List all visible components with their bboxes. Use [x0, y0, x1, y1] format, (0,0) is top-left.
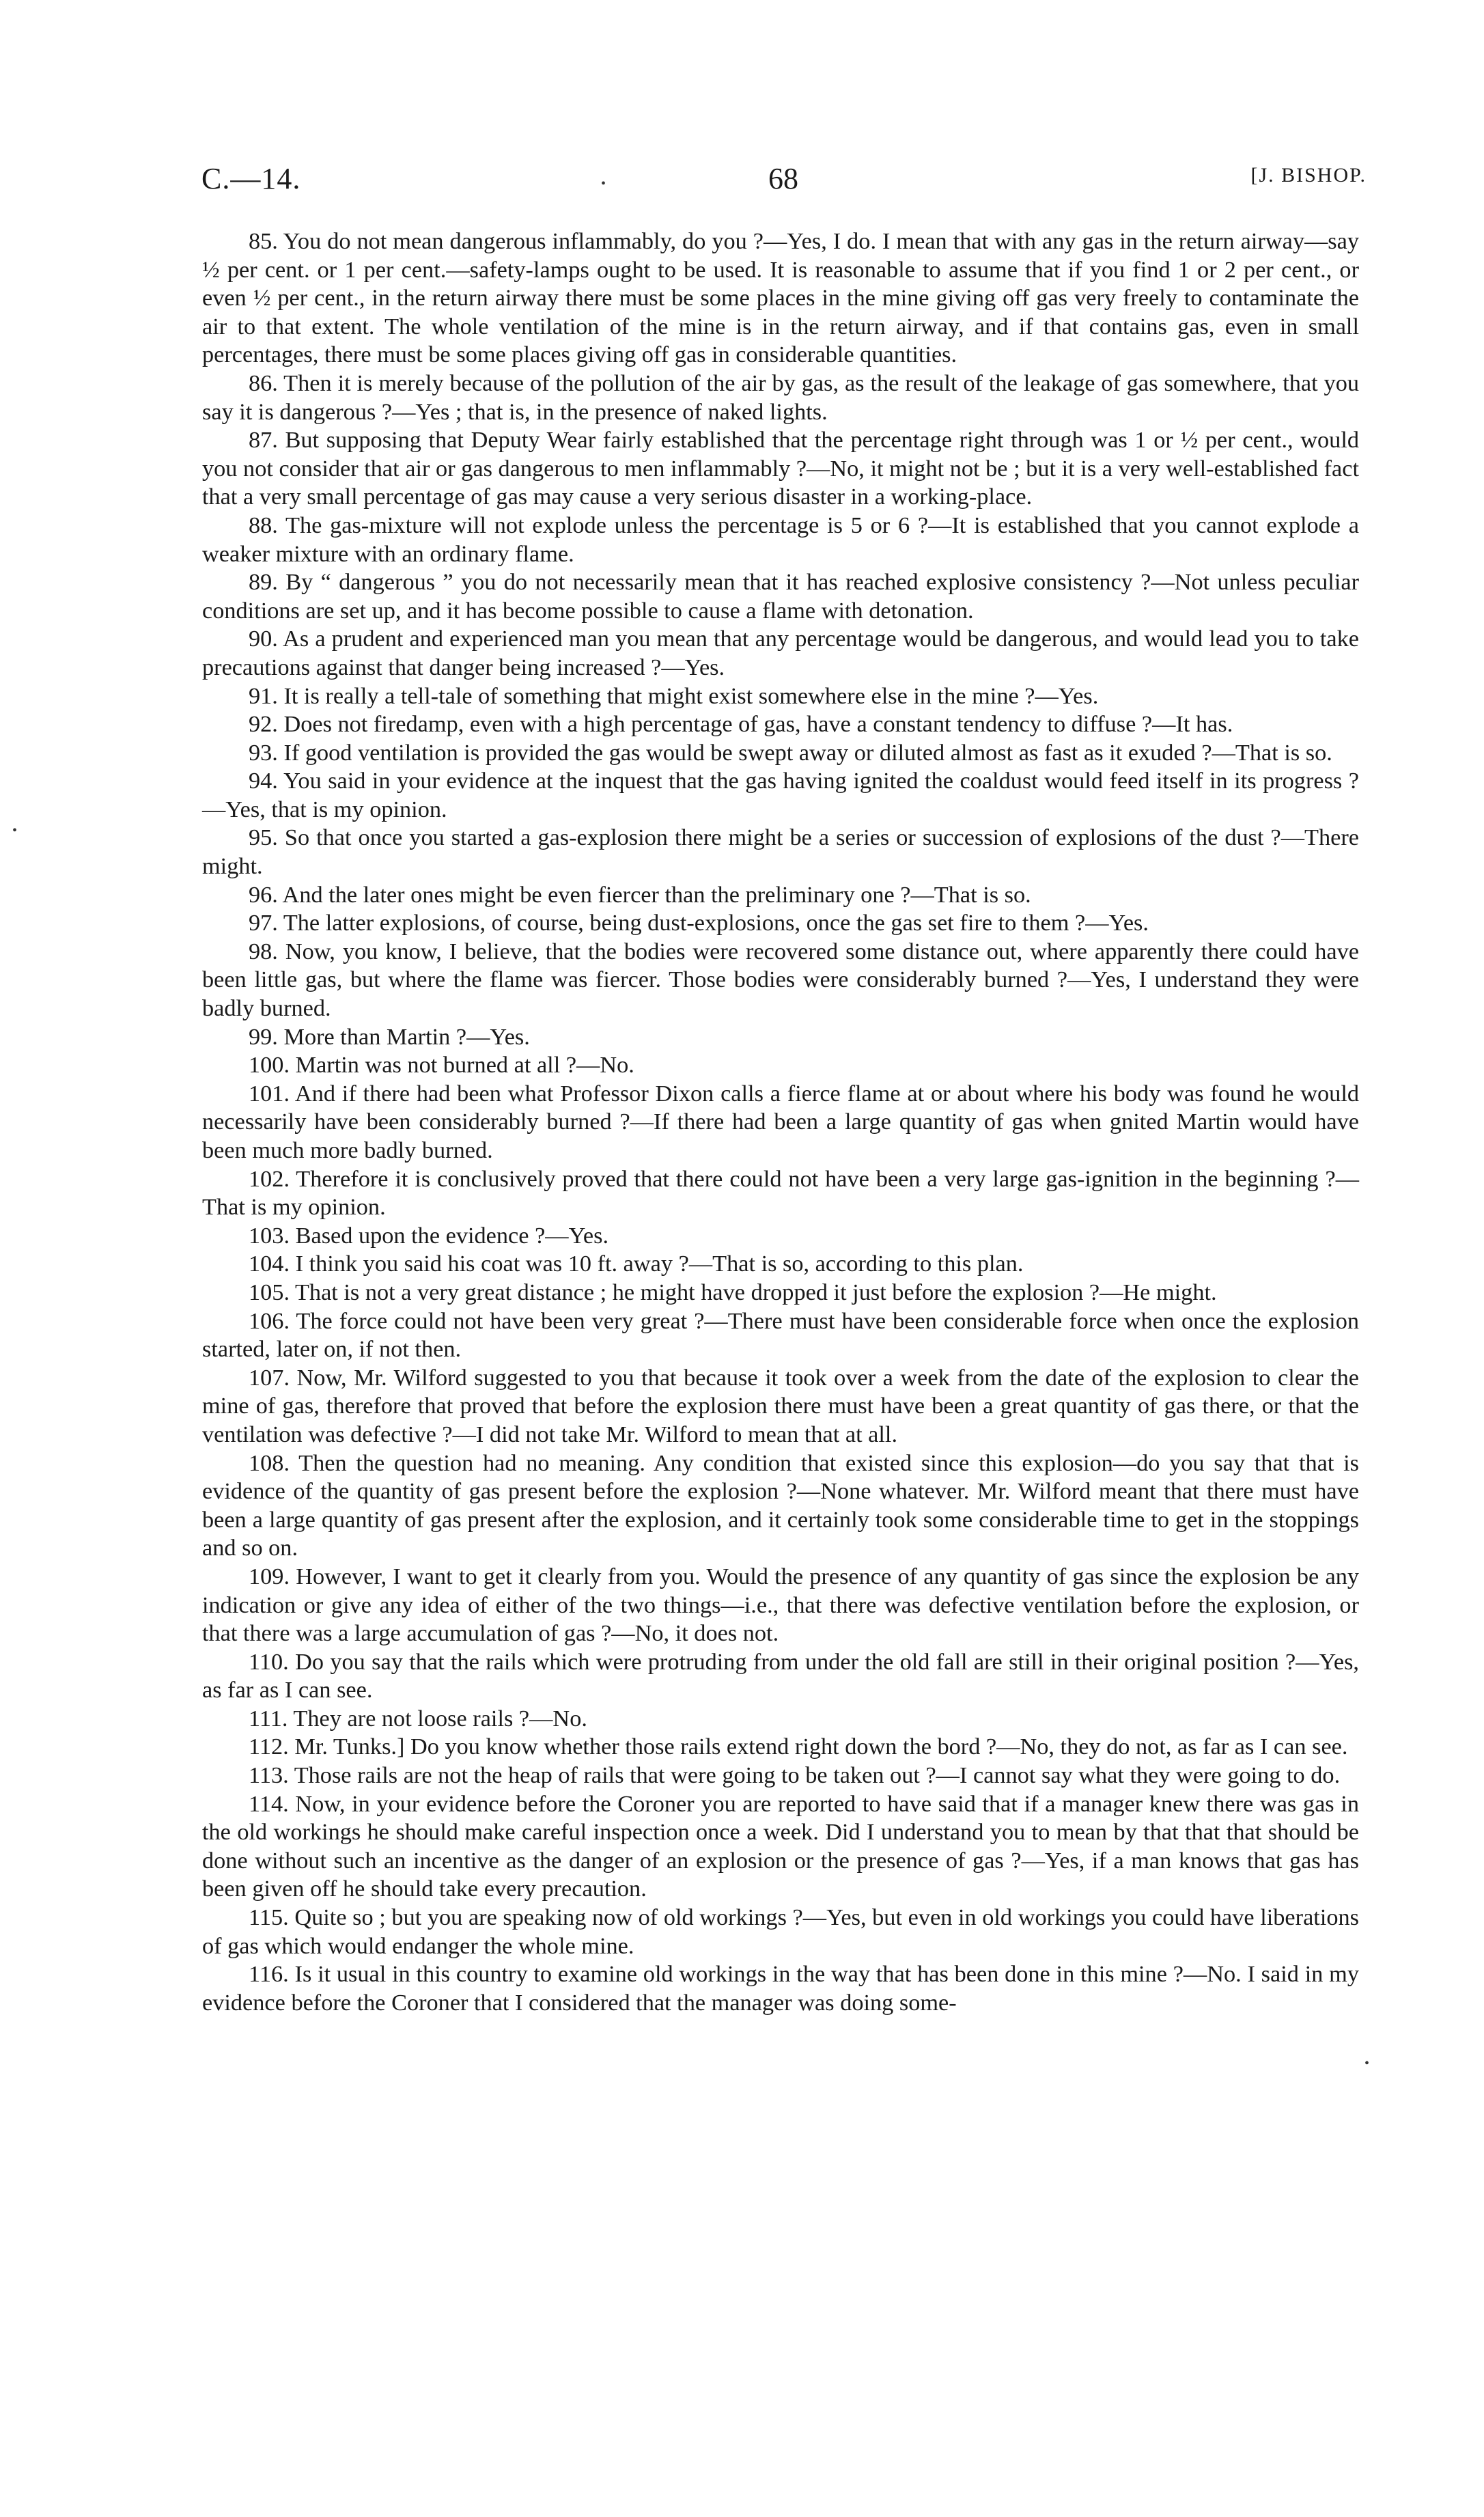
- print-speck: •: [1364, 2056, 1370, 2071]
- print-speck: •: [601, 176, 606, 191]
- page-header: [201, 161, 1367, 209]
- paragraph-108: 108. Then the question had no meaning. Any condition that existed since this explosion—do you say that that is evidence of the quantity of gas present before the explosion ?—None whatever. Mr. Wilford meant that there must have been a large quantity of gas present after the explosion, and it certainly took some considerable time to get in the stoppings and so on.: [202, 1449, 1359, 1561]
- paragraph-89: 89. By “ dangerous ” you do not necessarily mean that it has reached explosive consistency ?—Not unless peculiar conditions are set up, and it has become possible to cause a flame with detonation.: [202, 569, 1359, 624]
- paragraph-95: 95. So that once you started a gas-explosion there might be a series or succession of explosions of the dust ?—There might.: [202, 824, 1359, 880]
- print-speck: •: [12, 823, 18, 838]
- paragraph-90: 90. As a prudent and experienced man you mean that any percentage would be dangerous, and would lead you to take precautions against that danger being increased ?—Yes.: [202, 626, 1359, 680]
- paragraph-91: 91. It is really a tell-tale of something that might exist somewhere else in the mine ?—Yes.: [249, 682, 1099, 709]
- paragraph-102: 102. Therefore it is conclusively proved that there could not have been a very large gas-ignition in the beginning ?—That is my opinion.: [202, 1165, 1359, 1221]
- document-code: C.—14.: [201, 162, 301, 195]
- paragraph-114: 114. Now, in your evidence before the Coroner you are reported to have said that if a manager knew there was gas in the old workings he should make careful inspection once a week. Did I understand you to mean by that that that should be done without such an incentive as the danger of an explosion or the presence of gas ?—Yes, if a man knows that gas has been given off he should take every precaution.: [202, 1790, 1359, 1902]
- paragraph-109: 109. However, I want to get it clearly from you. Would the presence of any quantity of gas since the explosion be any indication or give any idea of either of the two things—i.e., that there was defective ventilation before the explosion, or that there was a large accumulation of gas ?—No, it does not.: [202, 1563, 1359, 1647]
- paragraph-94: 94. You said in your evidence at the inquest that the gas having ignited the coaldust would feed itself in its progress ?—Yes, that is my opinion.: [202, 768, 1359, 822]
- paragraph-112: 112. Mr. Tunks.] Do you know whether those rails extend right down the bord ?—No, they do not, as far as I can see.: [249, 1734, 1348, 1760]
- page-number: 68: [768, 162, 798, 195]
- witness-name: [J. BISHOP.: [1250, 164, 1367, 186]
- paragraph-103: 103. Based upon the evidence ?—Yes.: [249, 1222, 609, 1249]
- paragraph-101: 101. And if there had been what Professor Dixon calls a fierce flame at or about where his body was found he would necessarily have been considerably burned ?—If there had been a large quantity of gas when gnited Martin would have been much more badly burned.: [202, 1080, 1359, 1163]
- testimony-body: [202, 227, 1359, 2017]
- paragraph-100: 100. Martin was not burned at all ?—No.: [249, 1052, 634, 1079]
- paragraph-96: 96. And the later ones might be even fiercer than the preliminary one ?—That is so.: [249, 881, 1031, 908]
- paragraph-86: 86. Then it is merely because of the pollution of the air by gas, as the result of the leakage of gas somewhere, that you say it is dangerous ?—Yes ; that is, in the presence of naked lights.: [202, 370, 1359, 425]
- paragraph-111: 111. They are not loose rails ?—No.: [249, 1705, 587, 1732]
- paragraph-98: 98. Now, you know, I believe, that the bodies were recovered some distance out, where apparently there could have been little gas, but where the flame was fiercer. Those bodies were considerably burned ?—Yes, I understand they were badly burned.: [202, 938, 1359, 1022]
- paragraph-104: 104. I think you said his coat was 10 ft. away ?—That is so, according to this plan.: [249, 1251, 1024, 1277]
- paragraph-88: 88. The gas-mixture will not explode unless the percentage is 5 or 6 ?—It is established that you cannot explode a weaker mixture with an ordinary flame.: [202, 512, 1359, 567]
- paragraph-113: 113. Those rails are not the heap of rails that were going to be taken out ?—I cannot say what they were going to do.: [249, 1762, 1341, 1789]
- paragraph-116: 116. Is it usual in this country to examine old workings in the way that has been done in this mine ?—No. I said in my evidence before the Coroner that I considered that the manager was doing some-: [202, 1961, 1359, 2016]
- paragraph-115: 115. Quite so ; but you are speaking now of old workings ?—Yes, but even in old workings you could have liberations of gas which would endanger the whole mine.: [202, 1904, 1359, 1959]
- paragraph-106: 106. The force could not have been very great ?—There must have been considerable force when once the explosion started, later on, if not then.: [202, 1307, 1359, 1363]
- paragraph-110: 110. Do you say that the rails which were protruding from under the old fall are still in their original position ?—Yes, as far as I can see.: [202, 1648, 1359, 1704]
- paragraph-107: 107. Now, Mr. Wilford suggested to you that because it took over a week from the date of the explosion to clear the mine of gas, therefore that proved that before the explosion there must have been a great quantity of gas there, or that the ventilation was defective ?—I did not take Mr. Wilford to mean that at all.: [202, 1364, 1359, 1447]
- paragraph-99: 99. More than Martin ?—Yes.: [249, 1023, 530, 1050]
- paragraph-97: 97. The latter explosions, of course, being dust-explosions, once the gas set fire to them ?—Yes.: [249, 910, 1149, 936]
- paragraph-87: 87. But supposing that Deputy Wear fairly established that the percentage right through was 1 or ½ per cent., would you not consider that air or gas dangerous to men inflammably ?—No, it might not be ; but it is a very well-established fact that a very small percentage of gas may cause a very serious disaster in a working-place.: [202, 427, 1359, 510]
- paragraph-105: 105. That is not a very great distance ; he might have dropped it just before the explosion ?—He might.: [249, 1279, 1217, 1305]
- paragraph-93: 93. If good ventilation is provided the gas would be swept away or diluted almost as fast as it exuded ?—That is so.: [249, 739, 1332, 766]
- paragraph-92: 92. Does not firedamp, even with a high percentage of gas, have a constant tendency to diffuse ?—It has.: [249, 711, 1233, 738]
- paragraph-85: 85. You do not mean dangerous inflammably, do you ?—Yes, I do. I mean that with any gas in the return airway—say ½ per cent. or 1 per cent.—safety-lamps ought to be used. It is reasonable to assume that if you find 1 or 2 per cent., or even ½ per cent., in the return airway there must be some places in the mine giving off gas very freely to contaminate the air to that extent. The whole ventilation of the mine is in the return airway, and if that contains gas, even in small percentages, there must be some places giving off gas in considerable quantities.: [202, 228, 1359, 368]
